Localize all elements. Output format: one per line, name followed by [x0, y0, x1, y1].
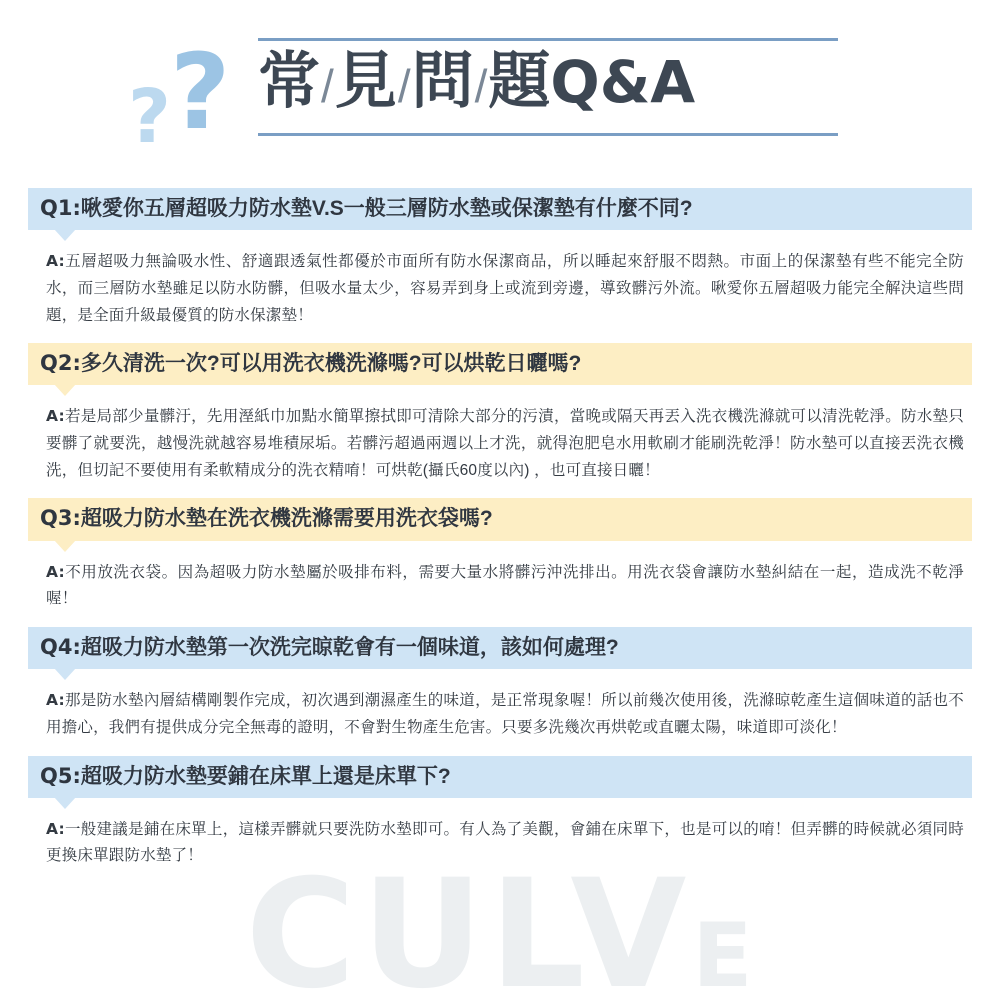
faq-item-5 — [28, 756, 972, 871]
faq-answer-5 — [46, 816, 964, 870]
faq-answer-mark-1: A: — [46, 252, 65, 271]
faq-question-bar-4[interactable] — [28, 627, 972, 669]
page-header — [0, 0, 1000, 180]
faq-item-2 — [28, 343, 972, 484]
title-char-4: 題 — [488, 47, 551, 116]
faq-answer-1 — [46, 248, 964, 329]
faq-question-text-1: 啾愛你五層超吸力防水墊V.S一般三層防水墊或保潔墊有什麼不同? — [80, 197, 693, 220]
faq-question-text-4: 超吸力防水墊第一次洗完晾乾會有一個味道，該如何處理? — [80, 636, 619, 659]
faq-question-bar-1[interactable] — [28, 188, 972, 230]
faq-bar-tail-1 — [54, 229, 76, 241]
faq-question-tag-5: Q5: — [40, 763, 81, 788]
question-mark-small-icon: ? — [128, 74, 171, 160]
faq-question-tag-4: Q4: — [40, 635, 81, 659]
faq-question-text-5: 超吸力防水墊要鋪在床單上還是床單下? — [80, 764, 451, 788]
faq-answer-mark-2: A: — [46, 407, 65, 426]
faq-answer-4 — [46, 687, 964, 741]
faq-item-4 — [28, 627, 972, 742]
faq-answer-mark-3: A: — [46, 562, 65, 581]
watermark-main: CULV — [245, 848, 693, 1000]
faq-answer-text-1: 五層超吸力無論吸水性、舒適跟透氣性都優於市面所有防水保潔商品，所以睡起來舒服不悶熱。市面上的保潔墊有些不能完全防水，而三層防水墊雖足以防水防髒，但吸水量太少，容易弄到身上或流到旁邊，導致髒污外流。啾愛你五層超吸力能完全解決這些問題，是全面升級最優質的防水保潔墊！ — [46, 253, 964, 324]
faq-answer-text-2: 若是局部少量髒汙，先用溼紙巾加點水簡單擦拭即可清除大部分的污漬，當晚或隔天再丟入洗衣機洗滌就可以清洗乾淨。防水墊只要髒了就要洗，越慢洗就越容易堆積尿垢。若髒污超過兩週以上才洗，就得泡肥皂水用軟刷才能刷洗乾淨！防水墊可以直接丟洗衣機洗，但切記不要使用有柔軟精成分的洗衣精唷！可烘乾(攝氏60度以內) ，也可直接日曬！ — [46, 408, 964, 479]
question-mark-big-icon: ? — [170, 31, 231, 153]
faq-question-text-2: 多久清洗一次?可以用洗衣機洗滌嗎?可以烘乾日曬嗎? — [80, 352, 582, 376]
title-slash-1: / — [321, 60, 334, 112]
faq-question-tag-2: Q2: — [40, 351, 81, 376]
page-title — [258, 38, 838, 136]
faq-question-bar-3[interactable] — [28, 498, 972, 540]
title-suffix: Q&A — [550, 48, 696, 116]
title-rule-bottom — [258, 133, 838, 136]
faq-answer-text-4: 那是防水墊內層結構剛製作完成，初次遇到潮濕產生的味道，是正常現象喔！所以前幾次使用後，洗滌晾乾產生這個味道的話也不用擔心，我們有提供成分完全無毒的證明，不會對生物產生危害。只要多洗幾次再烘乾或直曬太陽，味道即可淡化！ — [46, 692, 964, 736]
watermark — [0, 848, 1000, 1000]
faq-answer-text-3: 不用放洗衣袋。因為超吸力防水墊屬於吸排布料，需要大量水將髒污沖洗排出。用洗衣袋會讓防水墊糾結在一起，造成洗不乾淨喔！ — [46, 563, 964, 608]
faq-question-text-3: 超吸力防水墊在洗衣機洗滌需要用洗衣袋嗎? — [80, 507, 493, 531]
faq-list — [0, 180, 1000, 870]
faq-answer-text-5: 一般建議是鋪在床單上，這樣弄髒就只要洗防水墊即可。有人為了美觀，會鋪在床單下，也是可以的唷！但弄髒的時候就必須同時更換床單跟防水墊了！ — [46, 820, 964, 865]
faq-bar-tail-5 — [54, 797, 76, 809]
title-slash-3: / — [474, 60, 488, 112]
faq-item-1 — [28, 188, 972, 329]
faq-bar-tail-2 — [54, 384, 76, 396]
faq-answer-mark-4: A: — [46, 691, 65, 710]
faq-question-tag-1: Q1: — [40, 196, 81, 220]
faq-question-bar-5[interactable] — [28, 756, 972, 798]
faq-answer-3 — [46, 559, 964, 613]
faq-question-bar-2[interactable] — [28, 343, 972, 385]
watermark-sub: E — [692, 904, 755, 1000]
faq-bar-tail-3 — [54, 540, 76, 552]
title-char-1: 常 — [258, 47, 321, 116]
title-char-3: 問 — [411, 47, 474, 116]
faq-question-tag-3: Q3: — [40, 506, 81, 531]
faq-answer-mark-5: A: — [46, 819, 65, 838]
faq-answer-2 — [46, 403, 964, 484]
faq-bar-tail-4 — [54, 668, 76, 680]
title-char-2: 見 — [334, 47, 397, 116]
title-slash-2: / — [397, 60, 411, 112]
title-text — [258, 41, 838, 129]
faq-item-3 — [28, 498, 972, 613]
